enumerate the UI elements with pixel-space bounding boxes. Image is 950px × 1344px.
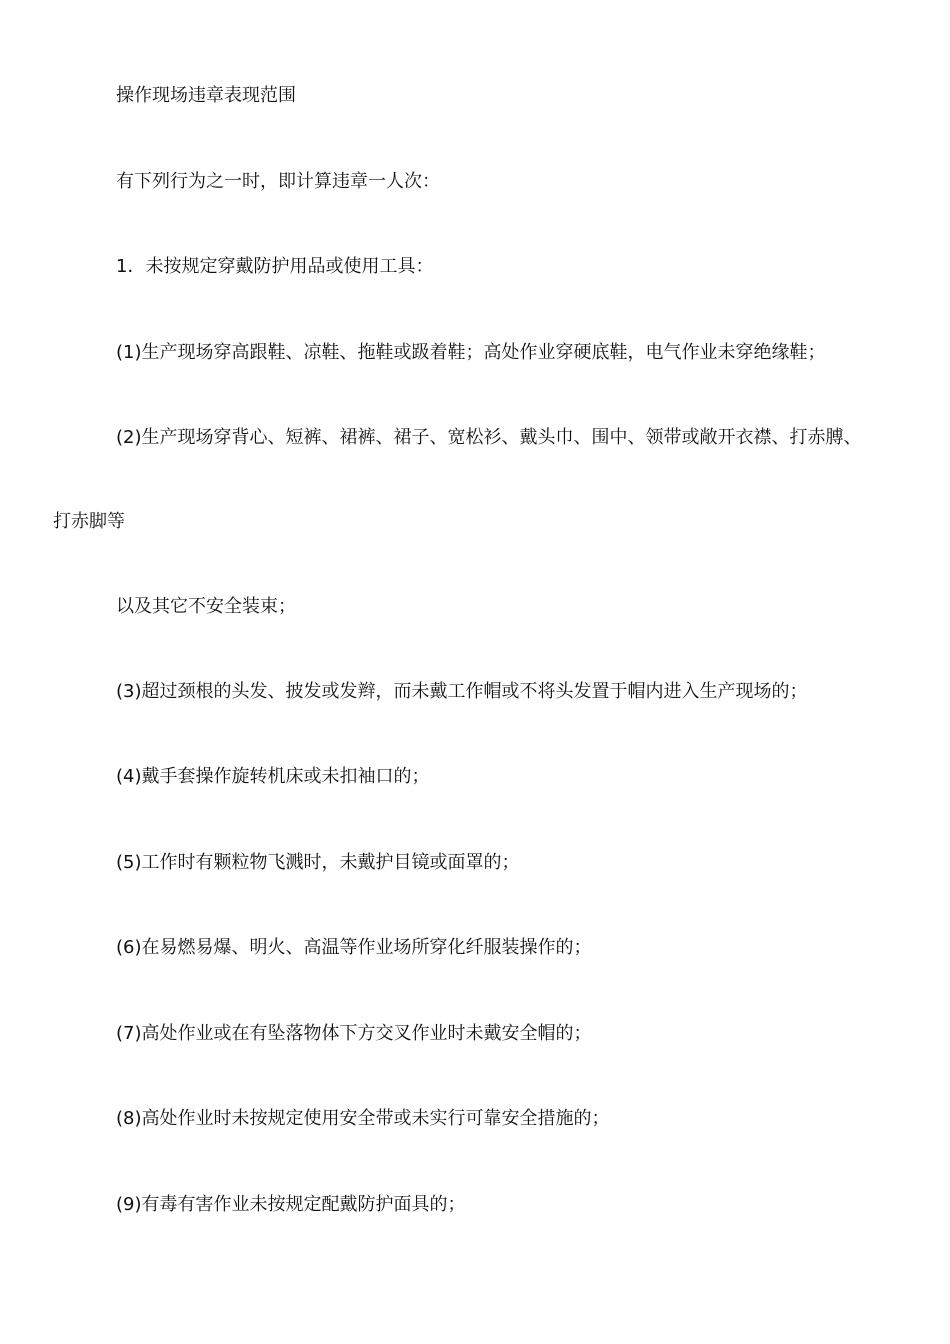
list-item-continuation: 以及其它不安全装束； — [116, 596, 296, 617]
list-item: (2)生产现场穿背心、短裤、裙裤、裙子、宽松衫、戴头巾、围中、领带或敞开衣襟、打赤膊、 — [116, 427, 862, 448]
intro-paragraph: 有下列行为之一时，即计算违章一人次： — [116, 171, 440, 192]
section-heading: 1．未按规定穿戴防护用品或使用工具： — [116, 256, 434, 277]
document-title: 操作现场违章表现范围 — [116, 85, 296, 106]
list-item: (3)超过颈根的头发、披发或发辫，而未戴工作帽或不将头发置于帽内进入生产现场的； — [116, 681, 808, 702]
list-item: (1)生产现场穿高跟鞋、凉鞋、拖鞋或趿着鞋；高处作业穿硬底鞋，电气作业未穿绝缘鞋； — [116, 342, 826, 363]
list-item: (6)在易燃易爆、明火、高温等作业场所穿化纤服装操作的； — [116, 937, 592, 958]
list-item: (9)有毒有害作业未按规定配戴防护面具的； — [116, 1194, 466, 1215]
list-item: (4)戴手套操作旋转机床或未扣袖口的； — [116, 766, 430, 787]
list-item: (5)工作时有颗粒物飞溅时，未戴护目镜或面罩的； — [116, 852, 520, 873]
list-item: (8)高处作业时未按规定使用安全带或未实行可靠安全措施的； — [116, 1108, 610, 1129]
list-item-continuation: 打赤脚等 — [53, 511, 125, 532]
list-item: (7)高处作业或在有坠落物体下方交叉作业时未戴安全帽的； — [116, 1023, 592, 1044]
